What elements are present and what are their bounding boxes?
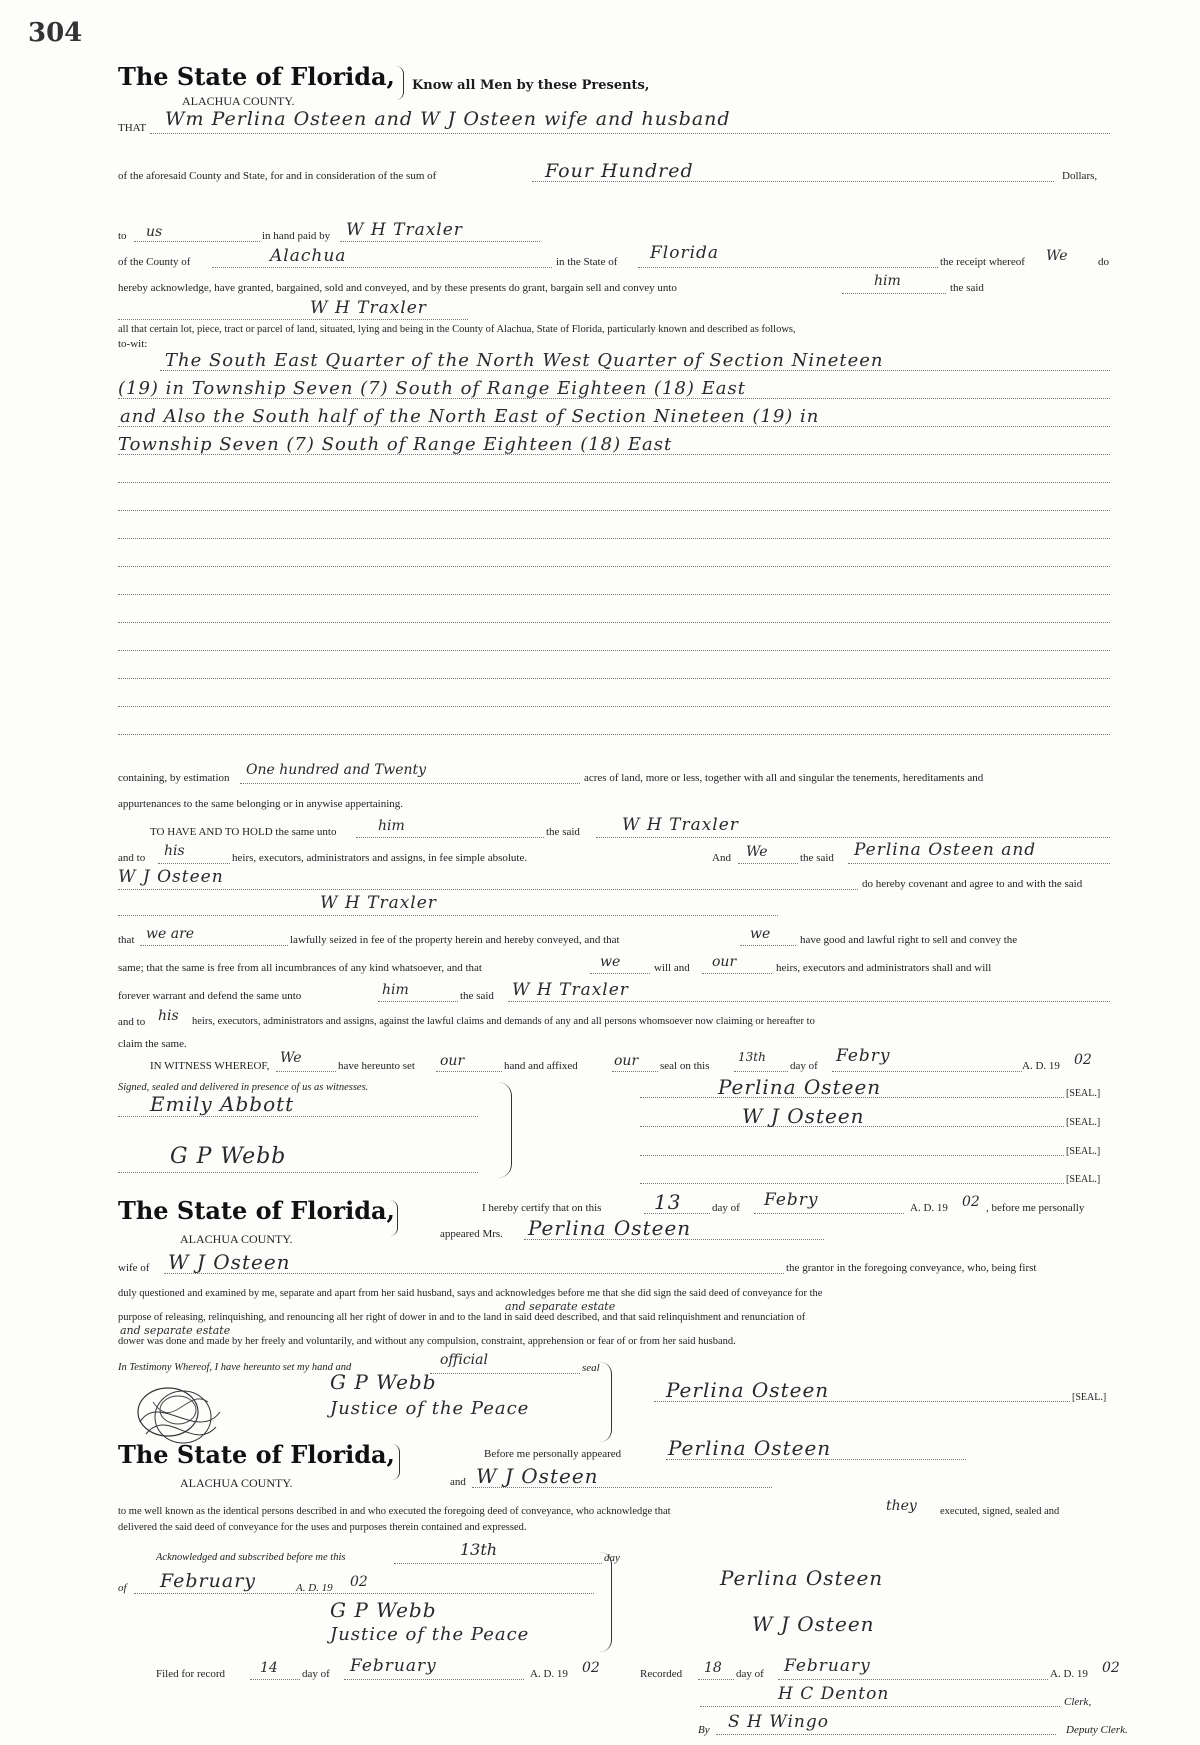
day-handwriting: 13th (460, 1540, 498, 1559)
seal-this-label: seal on this (660, 1060, 710, 1072)
signed-text: Signed, sealed and delivered in presence of us as witnesses. (118, 1082, 369, 1093)
blank-line (118, 678, 1110, 679)
ad-label: A. D. 19 (910, 1202, 948, 1214)
blank-line (118, 650, 1110, 651)
before-label: Before me personally appeared (484, 1448, 622, 1460)
underline (702, 973, 772, 974)
county-heading: ALACHUA COUNTY. (180, 1232, 293, 1246)
husband-handwriting: W J Osteen (168, 1250, 291, 1274)
appurtenances-text: appurtenances to the same belonging or in anywise appertaining. (118, 798, 403, 810)
against-text: heirs, executors, administrators and assigns, against the lawful claims and demands of any and all persons whomsoever now claiming or hereafter to (192, 1016, 815, 1027)
consideration-text: of the aforesaid County and State, for and in consideration of the sum of (118, 170, 437, 182)
blank-line (118, 734, 1110, 735)
ad-label: A. D. 19 (1022, 1060, 1060, 1072)
covenant-text: do hereby covenant and agree to and with the said (862, 878, 1083, 890)
underline (394, 1563, 602, 1564)
underline (842, 293, 946, 294)
ad-label: A. D. 19 (296, 1582, 333, 1594)
signature-line (640, 1155, 1064, 1156)
the-said-label: the said (460, 990, 494, 1002)
filed-month-handwriting: February (350, 1656, 437, 1676)
month-handwriting: Febry (764, 1190, 819, 1210)
year-handwriting: 02 (350, 1574, 368, 1590)
day-handwriting: 13th (738, 1050, 766, 1064)
grantee-handwriting: W H Traxler (622, 815, 739, 835)
brace (390, 1200, 398, 1236)
underline (344, 1679, 524, 1680)
underline (832, 1071, 1022, 1072)
witness-signature: Emily Abbott (150, 1092, 295, 1116)
brace (600, 1552, 612, 1652)
grantor-text: the grantor in the foregoing conveyance, who, being first (786, 1262, 1037, 1274)
blank-line (118, 566, 1110, 567)
day-of-label: day of (736, 1668, 764, 1680)
underline (738, 863, 798, 864)
underline (140, 945, 288, 946)
hereunto-label: have hereunto set (338, 1060, 415, 1072)
and-to-handwriting: his (158, 1008, 179, 1024)
underline (378, 1001, 458, 1002)
underline (590, 973, 650, 974)
forever-text: forever warrant and defend the same unto (118, 990, 302, 1002)
description-line: Township Seven (7) South of Range Eighteen (18) East (118, 434, 673, 455)
underline (740, 945, 796, 946)
receipt-label: the receipt whereof (940, 256, 1025, 268)
underline (430, 1373, 580, 1374)
underline (118, 889, 858, 890)
underline (250, 1679, 300, 1680)
appeared-handwriting: Perlina Osteen (528, 1216, 692, 1240)
insert-handwriting: and separate estate (505, 1300, 616, 1313)
county-handwriting: Alachua (270, 246, 347, 266)
and-handwriting: We (746, 844, 768, 860)
examined-text: duly questioned and examined by me, separate and apart from her said husband, says and acknowledges before me that she did sign the said deed of conveyance for the (118, 1288, 823, 1299)
recorded-label: Recorded (640, 1668, 683, 1680)
know-all-men: Know all Men by these Presents, (412, 78, 650, 93)
grantee-handwriting: W H Traxler (320, 893, 437, 913)
forever-handwriting: him (382, 982, 409, 998)
brace (600, 1362, 612, 1442)
underline (150, 133, 1110, 134)
recorded-month-handwriting: February (784, 1656, 871, 1676)
to-wit-label: to-wit: (118, 338, 148, 350)
signer-signature: Perlina Osteen (666, 1378, 830, 1402)
filed-day-handwriting: 14 (260, 1660, 278, 1676)
by-label: By (698, 1724, 710, 1736)
heirs-text: heirs, executors and administrators shall and will (776, 962, 992, 974)
description-line: and Also the South half of the North East of Section Nineteen (19) in (120, 406, 820, 427)
jp-title-handwriting: Justice of the Peace (330, 1624, 530, 1645)
to-have-label: TO HAVE AND TO HOLD the same unto (150, 826, 337, 838)
month-handwriting: Febry (836, 1046, 891, 1066)
before-me-text: , before me personally (986, 1202, 1085, 1214)
insert-handwriting: and separate estate (120, 1324, 231, 1337)
affixed-label: hand and affixed (504, 1060, 578, 1072)
blank-line (118, 594, 1110, 595)
signer-signature: W J Osteen (752, 1612, 875, 1636)
county-heading: ALACHUA COUNTY. (180, 1476, 293, 1490)
deputy-label: Deputy Clerk. (1066, 1724, 1128, 1736)
same-text: same; that the same is free from all incumbrances of any kind whatsoever, and that (118, 962, 482, 974)
the-said-label: the said (546, 826, 580, 838)
filed-label: Filed for record (156, 1668, 226, 1680)
the-said-label: the said (800, 852, 834, 864)
description-line: The South East Quarter of the North West Quarter of Section Nineteen (165, 350, 884, 371)
deputy-signature: S H Wingo (728, 1712, 829, 1732)
state-of-label: in the State of (556, 256, 618, 268)
wife-of-label: wife of (118, 1262, 150, 1274)
seal-label: [SEAL.] (1072, 1392, 1107, 1403)
grantor-signature: W J Osteen (742, 1104, 865, 1128)
signature-line (640, 1183, 1064, 1184)
amount-handwriting: Four Hundred (545, 160, 694, 182)
appeared-label: appeared Mrs. (440, 1228, 503, 1240)
witness-whereof: IN WITNESS WHEREOF, (150, 1060, 270, 1072)
same-handwriting: we (600, 954, 621, 970)
receipt-handwriting: We (1046, 248, 1068, 264)
state-heading: The State of Florida, (118, 1196, 395, 1225)
land-text: all that certain lot, piece, tract or parcel of land, situated, lying and being in the County of Alachua, State of Florida, particularly known and described as follows, (118, 324, 796, 335)
recorded-day-handwriting: 18 (704, 1660, 722, 1676)
seized-handwriting: we (750, 926, 771, 942)
filed-year-handwriting: 02 (582, 1660, 600, 1676)
underline (134, 241, 260, 242)
month-handwriting: February (160, 1570, 257, 1592)
brace (392, 1444, 400, 1480)
seal-label: [SEAL.] (1066, 1174, 1101, 1185)
grantors-handwriting: Perlina Osteen and (854, 840, 1037, 860)
county-of-label: of the County of (118, 256, 191, 268)
dollars-label: Dollars, (1062, 170, 1098, 182)
will-and-label: will and (654, 962, 690, 974)
underline (276, 1071, 336, 1072)
ad-label: A. D. 19 (1050, 1668, 1088, 1680)
year-handwriting: 02 (962, 1194, 980, 1210)
jp-signature: G P Webb (330, 1598, 437, 1622)
that-handwriting: we are (146, 926, 195, 942)
and-handwriting: W J Osteen (476, 1464, 599, 1488)
underline (638, 267, 938, 268)
blank-line (118, 482, 1110, 483)
to-handwriting: us (146, 224, 163, 240)
dower-text: dower was done and made by her freely and voluntarily, and without any compulsion, constraint, apprehension or fear of or from her said husband. (118, 1336, 736, 1347)
paid-by-label: in hand paid by (262, 230, 331, 242)
acknowledged-text: Acknowledged and subscribed before me this (156, 1552, 346, 1563)
description-line: (19) in Township Seven (7) South of Range Eighteen (18) East (118, 378, 746, 399)
well-known-text: to me well known as the identical persons described in and who executed the foregoing deed of conveyance, who acknowledge that (118, 1506, 671, 1517)
to-have-handwriting: him (378, 818, 405, 834)
underline (134, 1593, 594, 1594)
label-that: THAT (118, 122, 147, 134)
brace (396, 66, 404, 100)
blank-line (118, 510, 1110, 511)
official-handwriting: official (440, 1352, 488, 1368)
grantee-handwriting: W H Traxler (512, 980, 629, 1000)
and-to-label: and to (118, 1016, 146, 1028)
containing-label: containing, by estimation (118, 772, 230, 784)
clerk-label: Clerk, (1064, 1696, 1092, 1708)
seal-label: [SEAL.] (1066, 1088, 1101, 1099)
jp-signature: G P Webb (330, 1370, 437, 1394)
underline (508, 1001, 1110, 1002)
seized-text: lawfully seized in fee of the property herein and hereby conveyed, and that (290, 934, 620, 946)
claim-text: claim the same. (118, 1038, 187, 1050)
underline (356, 837, 544, 838)
page-number: 304 (28, 18, 83, 48)
and-to-label: and to (118, 852, 146, 864)
that-label: that (118, 934, 135, 946)
do-label: do (1098, 256, 1109, 268)
seal-label: [SEAL.] (1066, 1146, 1101, 1157)
signature-line (700, 1706, 1060, 1707)
grantors-handwriting: Wm Perlina Osteen and W J Osteen wife and husband (165, 108, 731, 130)
signature-line (716, 1734, 1056, 1735)
witness-signature: G P Webb (170, 1144, 287, 1169)
signer-signature: Perlina Osteen (720, 1566, 884, 1590)
underline (734, 1071, 788, 1072)
state-heading: The State of Florida, (118, 62, 395, 91)
acres-handwriting: One hundred and Twenty (246, 762, 427, 778)
underline (118, 915, 778, 916)
executed-text: executed, signed, sealed and (940, 1506, 1060, 1517)
grantors-handwriting: W J Osteen (118, 867, 224, 887)
heirs-text: heirs, executors, administrators and assigns, in fee simple absolute. (232, 852, 528, 864)
the-said-label: the said (950, 282, 984, 294)
underline (436, 1071, 502, 1072)
seal-label: [SEAL.] (1066, 1117, 1101, 1128)
good-right-text: have good and lawful right to sell and convey the (800, 934, 1018, 946)
underline (848, 863, 1110, 864)
acknowledge-text: hereby acknowledge, have granted, bargained, sold and conveyed, and by these presents do grant, bargain sell and convey unto (118, 282, 677, 294)
paid-by-handwriting: W H Traxler (346, 220, 463, 240)
underline (212, 267, 552, 268)
jp-title-handwriting: Justice of the Peace (330, 1398, 530, 1419)
label-to: to (118, 230, 127, 242)
year-handwriting: 02 (1074, 1052, 1092, 1068)
before-handwriting: Perlina Osteen (668, 1436, 832, 1460)
witness-handwriting: We (280, 1050, 302, 1066)
unto-handwriting: him (874, 273, 901, 289)
clerk-signature: H C Denton (778, 1684, 890, 1704)
recorded-year-handwriting: 02 (1102, 1660, 1120, 1676)
day-of-label: day of (712, 1202, 740, 1214)
blank-line (118, 622, 1110, 623)
underline (340, 241, 540, 242)
releasing-text: purpose of releasing, relinquishing, and renouncing all her right of dower in and to the land in said deed described, and that said relinquishment and renunciation of (118, 1312, 806, 1323)
day-label: day (604, 1552, 620, 1564)
underline (240, 783, 580, 784)
underline (158, 863, 230, 864)
acres-text: acres of land, more or less, together with all and singular the tenements, hereditaments and (584, 772, 984, 784)
state-heading: The State of Florida, (118, 1440, 395, 1469)
testimony-text: In Testimony Whereof, I have hereunto set my hand and (118, 1362, 352, 1373)
they-handwriting: they (886, 1498, 917, 1514)
blank-line (118, 706, 1110, 707)
underline (778, 1679, 1048, 1680)
signature-line (118, 1172, 478, 1173)
will-handwriting: our (712, 954, 737, 970)
state-handwriting: Florida (650, 243, 720, 263)
grantee-handwriting: W H Traxler (310, 298, 427, 318)
day-of-label: day of (302, 1668, 330, 1680)
county-heading: ALACHUA COUNTY. (182, 94, 295, 108)
delivered-text: delivered the said deed of conveyance for the uses and purposes therein contained and expressed. (118, 1522, 527, 1533)
grantor-signature: Perlina Osteen (718, 1075, 882, 1099)
underline (118, 319, 468, 320)
and-label: and (450, 1476, 466, 1488)
blank-line (118, 538, 1110, 539)
signature-line (118, 1116, 478, 1117)
underline (754, 1213, 904, 1214)
underline (698, 1679, 734, 1680)
seal-word: seal (582, 1362, 600, 1374)
seal-handwriting: our (614, 1053, 639, 1069)
and-label: And (712, 852, 731, 864)
underline (612, 1071, 658, 1072)
day-of-label: day of (790, 1060, 818, 1072)
and-to-handwriting: his (164, 843, 185, 859)
hand-handwriting: our (440, 1053, 465, 1069)
brace (498, 1082, 512, 1178)
underline (596, 837, 1110, 838)
ad-label: A. D. 19 (530, 1668, 568, 1680)
day-handwriting: 13 (654, 1190, 682, 1214)
of-label: of (118, 1582, 127, 1594)
certify-text: I hereby certify that on this (482, 1202, 602, 1214)
